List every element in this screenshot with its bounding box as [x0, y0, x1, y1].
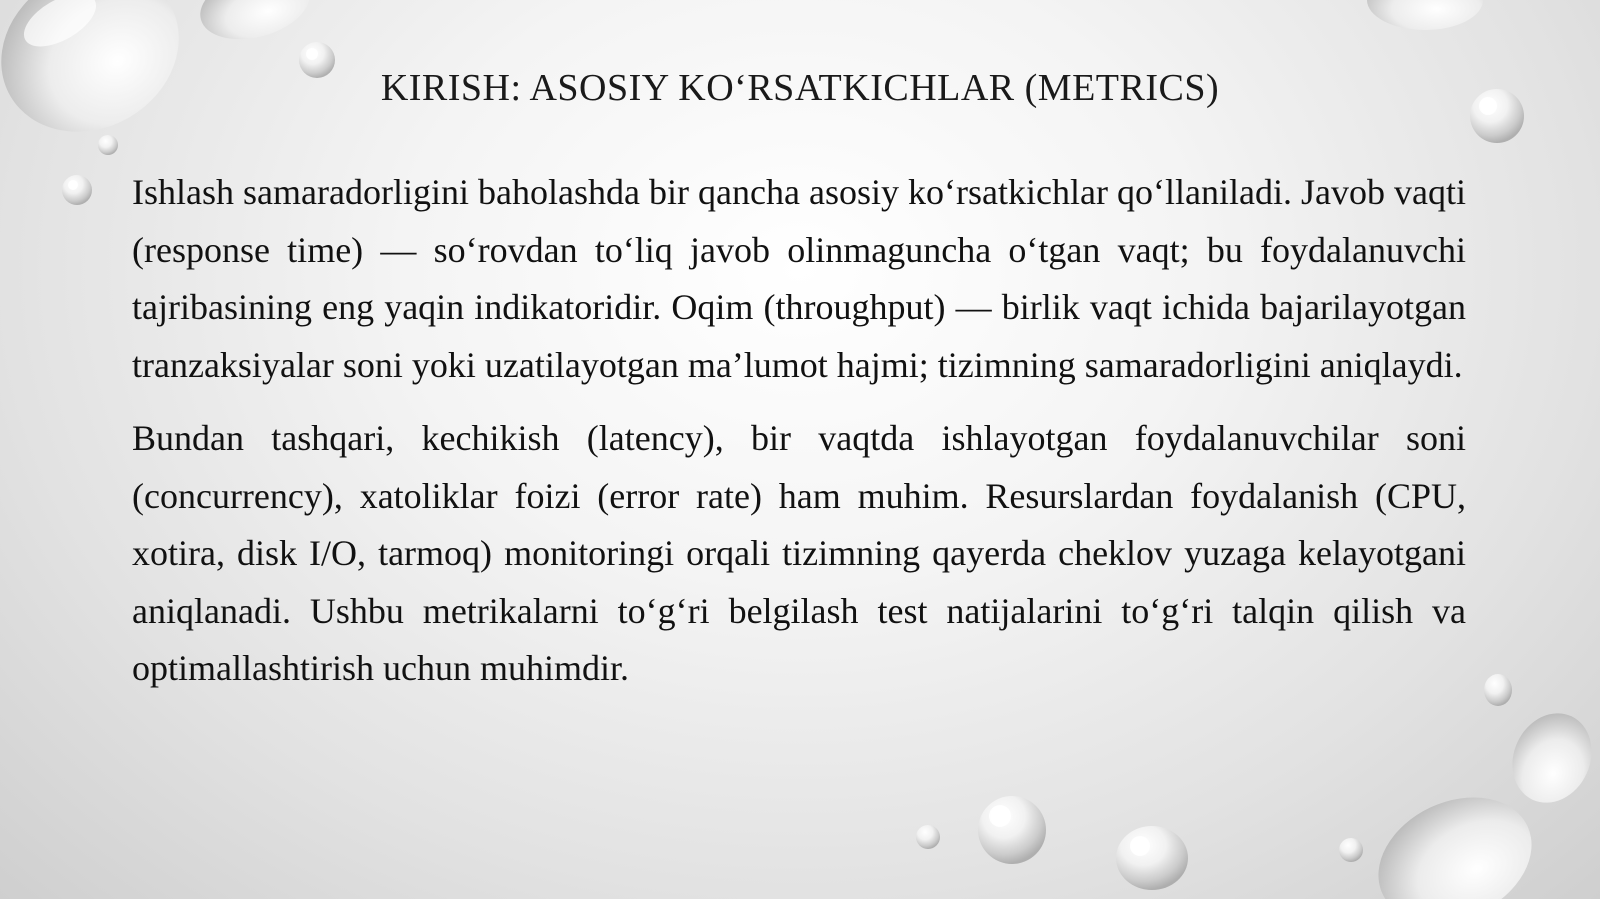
- bullet-drop: [62, 175, 92, 205]
- drop-top-right-large: [1367, 0, 1483, 30]
- drop-bottom-medium: [978, 796, 1046, 864]
- slide-body: [132, 164, 1466, 698]
- drop-bottom-right-small: [1339, 838, 1363, 862]
- body-paragraph-2: Bundan tashqari, kechikish (latency), bir vaqtda ishlayotgan foydalanuvchilar soni (concurrency), xatoliklar foizi (error rate) ham muhim. Resurslardan foydalanish (CPU, xotira, disk I/O, tarmoq) monitoringi orqali tizimning qayerda cheklov yuzaga kelayotgani aniqlanadi. Ushbu metrikalarni to‘g‘ri belgilash test natijalarini to‘g‘ri talqin qilish va optimallashtirish uchun muhimdir.: [132, 418, 1466, 688]
- drop-top-left-medium: [193, 0, 318, 50]
- slide-title: KIRISH: ASOSIY KO‘RSATKICHLAR (METRICS): [380, 67, 1220, 109]
- drop-bottom-medium-2: [1116, 826, 1188, 890]
- drop-top-right-medium: [1470, 89, 1524, 143]
- drop-bottom-tiny: [916, 825, 940, 849]
- body-paragraph-1: Ishlash samaradorligini baholashda bir qancha asosiy ko‘rsatkichlar qo‘llaniladi. Javob vaqti (response time) — so‘rovdan to‘liq javob olinmaguncha o‘tgan vaqt; bu foydalanuvchi tajribasining eng yaqin indikatoridir. Oqim (throughput) — birlik vaqt ichida bajarilayotgan tranzaksiyalar soni yoki uzatilayotgan ma’lumot hajmi; tizimning samaradorligini aniqlaydi.: [132, 172, 1466, 385]
- drop-right-small: [1484, 674, 1512, 706]
- drop-right-large: [1498, 700, 1600, 815]
- drop-left-tiny: [98, 135, 118, 155]
